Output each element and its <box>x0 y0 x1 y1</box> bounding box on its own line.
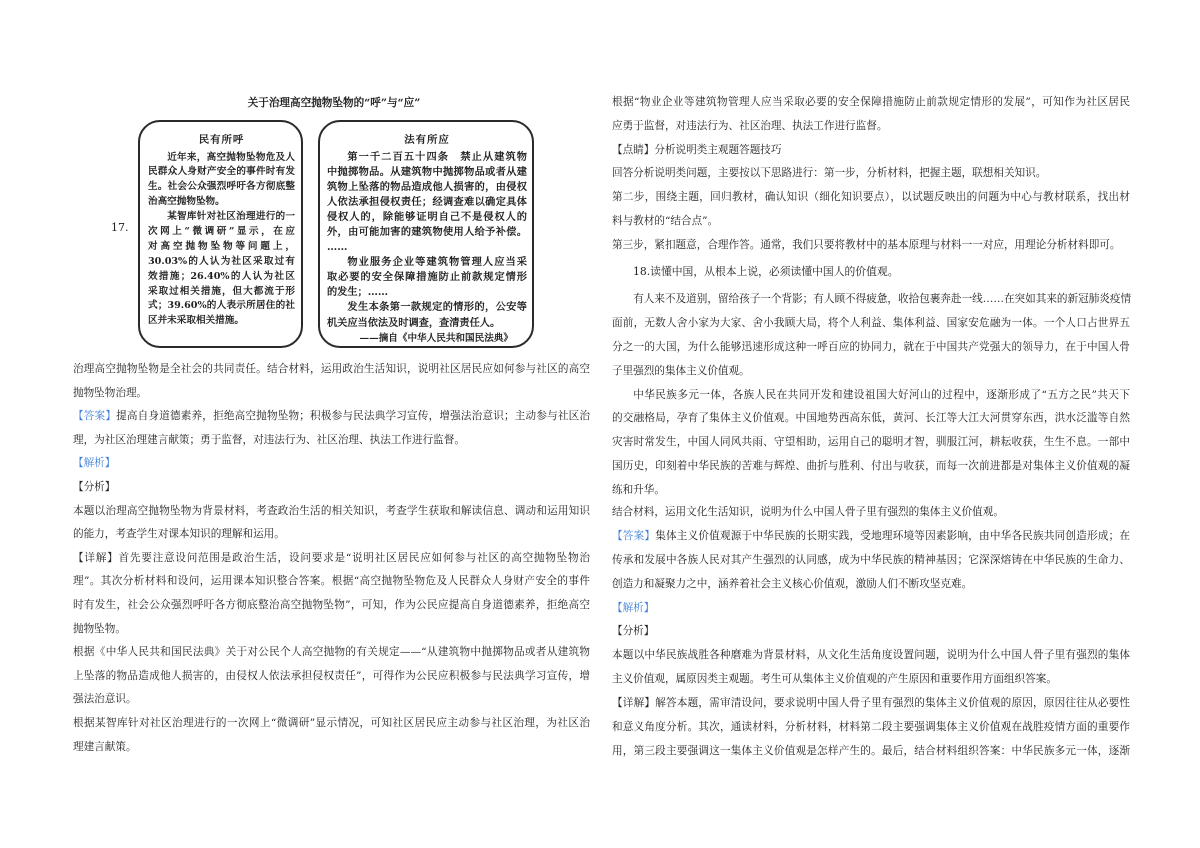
question-18-prompt: 18.读懂中国，从根本上说，必须读懂中国人的价值观。 <box>633 265 899 278</box>
line-text: 第三步，紧扣题意，合理作答。通常，我们只要将教材中的基本原理与材料一一对应，用理论分析材料即可。 <box>612 238 1121 251</box>
text-line <box>612 431 1130 455</box>
line-text: 分之一的大国，为什么能够迅速形成这种一呼百应的协同力，就在于中国共产党强大的领导力，在于中国人骨 <box>612 340 1130 353</box>
box-source: ——摘自《中华人民共和国民法典》 <box>359 332 513 344</box>
text-line <box>327 316 527 331</box>
section-label: 【分析】 <box>612 625 655 638</box>
text-line <box>148 240 295 255</box>
line-text: 和意义角度分析。其次，通读材料，分析材料，材料第二段主要强调集体主义价值观在战胜疫情方面的重要作 <box>612 721 1130 734</box>
text-line <box>612 186 1130 210</box>
text-line <box>73 547 590 571</box>
text-line <box>612 479 1130 503</box>
text-line <box>73 358 590 382</box>
paragraph <box>612 644 1130 692</box>
text-line <box>148 299 295 314</box>
text-line <box>73 665 590 689</box>
text-line <box>73 405 590 429</box>
line-text: 机关应当依法及时调查，查清责任人。 <box>327 316 501 329</box>
text-line <box>612 597 1130 621</box>
line-text: …… <box>327 241 348 254</box>
line-text: 第二步，围绕主题，回归教材，确认知识（细化知识要点），以试题反映出的问题为中心与教材联系，找出材 <box>612 191 1130 204</box>
paragraph <box>327 255 527 300</box>
line-text: 区并未采取相关措施。 <box>148 315 244 327</box>
text-line <box>612 91 1130 115</box>
line-text: 时有发生，社会公众强烈呼吁各方彻底整治高空抛物坠物”，可知，作为公民应提高自身道德素养，拒绝高空 <box>73 598 590 611</box>
text-line <box>327 240 527 255</box>
line-text: 分析说明类主观题答题技巧 <box>654 143 782 156</box>
text-line <box>327 180 527 195</box>
question-number: 17. <box>111 221 129 234</box>
text-line <box>612 692 1130 716</box>
paragraph <box>73 500 590 547</box>
line-text: 本题以治理高空抛物坠物为背景材料，考查政治生活的相关知识，考查学生获取和解读信息、调动和运用知识 <box>73 504 590 517</box>
line-text: 根据某智库针对社区治理进行的一次网上“微调研”显示情况，可知社区居民应主动参与社区治理，为社区治 <box>73 716 590 729</box>
line-text: 国历史，印刻着中华民族的苦难与辉煌、曲折与胜利、付出与收获，而每一次前进都是对集体主义价值观的凝 <box>612 460 1130 473</box>
section-label: 【详解】 <box>612 697 656 710</box>
section-label: 【答案】 <box>73 410 117 423</box>
line-text: 式；39.60%的人表示所居住的社 <box>148 300 295 312</box>
paragraph <box>148 210 295 329</box>
text-line <box>327 285 527 300</box>
text-line <box>73 618 590 642</box>
box-heading: 民有所呼 <box>198 133 245 146</box>
section-label: 【答案】 <box>612 529 656 542</box>
text-line <box>612 740 1130 764</box>
text-line <box>148 210 295 225</box>
line-text: 取必要的安全保障措施防止前款规定情形 <box>327 271 527 284</box>
line-text: 上坠落的物品造成他人损害的，由侵权人依法承担侵权责任”，可得作为公民应积极参与民法典学习宣传，增 <box>73 669 590 682</box>
right-column-text-top <box>612 91 1130 258</box>
line-text: 子里强烈的集体主义价值观。 <box>612 364 750 377</box>
text-line <box>148 255 295 270</box>
paragraph <box>612 288 1130 384</box>
line-text: 练和升华。 <box>612 484 665 497</box>
paragraph <box>73 358 590 405</box>
line-text: 人依法承担侵权责任；经调查难以确定具体 <box>327 195 527 208</box>
text-line <box>612 407 1130 431</box>
paragraph <box>612 692 1130 764</box>
line-text: 有人来不及道别，留给孩子一个背影；有人顾不得疲惫，收拾包裹奔赴一线……在突如其来的新冠肺炎疫情 <box>633 293 1132 305</box>
text-line <box>612 525 1130 549</box>
line-text: 创造力和凝聚力之中，涵养着社会主义核心价值观，激励人们不断攻坚克难。 <box>612 577 973 590</box>
line-text: 理建言献策。 <box>73 740 137 753</box>
text-line <box>73 570 590 594</box>
line-text: 的交融格局，孕育了集体主义价值观。中国地势西高东低，黄河、长江等大江大河贯穿东西，洪水泛滥等自然 <box>612 412 1130 425</box>
line-text: 集体主义价值观源于中华民族的长期实践，受地理环境等因素影响，由中华各民族共同创造形成；在 <box>655 529 1130 542</box>
text-line <box>612 139 1130 163</box>
section-label: 【点睛】 <box>612 143 655 156</box>
text-line <box>612 336 1130 360</box>
text-line <box>327 150 527 165</box>
line-text: 筑物上坠落的物品造成他人损害的，由侵权 <box>327 180 527 193</box>
paragraph <box>612 162 1130 186</box>
line-text: 应勇于监督，对违法行为、社区治理、执法工作进行监督。 <box>612 119 888 132</box>
box-heading: 法有所应 <box>404 133 450 146</box>
paragraph <box>612 139 1130 163</box>
text-line <box>148 151 295 166</box>
text-line <box>612 455 1130 479</box>
line-text: 第一千二百五十四条 禁止从建筑物 <box>347 150 527 163</box>
text-line <box>148 165 295 180</box>
line-text: 结合材料，运用文化生活知识，说明为什么中国人骨子里有强烈的集体主义价值观。 <box>612 506 1004 518</box>
text-line <box>612 360 1130 384</box>
line-text: 回答分析说明类问题，主要按以下思路进行：第一步，分析材料，把握主题，联想相关知识。 <box>612 167 1047 180</box>
line-text: 解答本题，需审清设问，要求说明中国人骨子里有强烈的集体主义价值观的原因，原因往往从必要性 <box>655 697 1130 710</box>
text-line <box>148 270 295 285</box>
line-text: 治理高空抛物坠物是全社会的共同责任。结合材料，运用政治生活知识，说明社区居民应如何参与社区的高空 <box>73 363 590 375</box>
text-line <box>148 225 295 240</box>
paragraph <box>612 501 1130 525</box>
text-line <box>73 452 590 476</box>
figure-title: 关于治理高空抛物坠物的“呼”与“应” <box>247 97 421 109</box>
text-line <box>327 165 527 180</box>
paragraph <box>73 476 590 500</box>
text-line <box>73 523 590 547</box>
line-text: 面前，无数人舍小家为大家、舍小我顾大局，将个人利益、集体利益、国家安危融为一体。一个人口占世界五 <box>612 316 1130 329</box>
line-text: 抛物坠物治理。 <box>73 386 148 399</box>
text-line <box>612 384 1130 408</box>
text-line <box>612 501 1130 525</box>
section-label: 【解析】 <box>612 601 655 614</box>
section-label: 【分析】 <box>73 480 116 493</box>
line-text: 根据《中华人民共和国民法典》关于对公民个人高空抛物的有关规定——“从建筑物中抛掷物品或者从建筑物 <box>73 646 590 659</box>
line-text: 中抛掷物品。从建筑物中抛掷物品或者从建 <box>327 165 527 178</box>
right-column-text-bottom <box>612 501 1130 764</box>
paragraph <box>327 150 527 256</box>
text-line <box>327 300 527 315</box>
text-line <box>148 285 295 300</box>
line-text: 外，由可能加害的建筑物使用人给予补偿。 <box>327 225 527 238</box>
text-line <box>612 668 1130 692</box>
line-text: 对高空抛物坠物等问题上， <box>148 240 295 252</box>
text-line <box>73 641 590 665</box>
text-line <box>73 382 590 406</box>
line-text: 灾害时常发生，中国人同风共雨、守望相助，运用自己的聪明才智，驯服江河，耕耘收获，生生不息。一部中 <box>612 436 1130 449</box>
line-text: 传承和发展中各族人民对其产生强烈的认同感，成为中华民族的精神基因；它深深熔铸在中华民族的生命力、 <box>612 553 1130 566</box>
paragraph <box>73 712 590 759</box>
line-text: 料与教材的“结合点”。 <box>612 214 719 227</box>
section-label: 【详解】 <box>73 551 119 564</box>
paragraph <box>73 405 590 452</box>
text-line <box>148 195 295 210</box>
line-text: 主义价值观，属原因类主观题。考生可从集体主义价值观的产生原因和重要作用方面组织答案。 <box>612 673 1057 686</box>
line-text: 民群众人身财产安全的事件时有发 <box>148 166 295 178</box>
paragraph <box>73 641 590 712</box>
text-line <box>612 162 1130 186</box>
line-text: 物业服务企业等建筑物管理人应当采 <box>347 256 527 269</box>
line-text: 中华民族多元一体，各族人民在共同开发和建设祖国大好河山的过程中，逐渐形成了“五方之民”共天下 <box>633 388 1130 401</box>
text-line <box>612 234 1130 258</box>
box-body <box>148 151 295 330</box>
text-line <box>73 712 590 736</box>
paragraph <box>73 547 590 641</box>
line-text: 理”。其次分析材料和设问，运用课本知识整合答案。根据“高空抛物坠物危及人民群众人身财产安全的事件 <box>73 575 590 588</box>
text-line <box>73 594 590 618</box>
line-text: 治高空抛物坠物。 <box>148 196 225 208</box>
line-text: 根据“物业企业等建筑物管理人应当采取必要的安全保障措施防止前款规定情形的发展”，可知作为社区居民 <box>612 96 1130 108</box>
line-text: 首先要注意设问范围是政治生活，设问要求是“说明社区居民应如何参与社区的高空抛物坠物治 <box>118 551 591 564</box>
line-text: 的能力，考查学生对课本知识的理解和运用。 <box>73 528 285 541</box>
text-line <box>73 736 590 760</box>
text-line <box>73 500 590 524</box>
line-text: 次网上“微调研”显示，在应 <box>148 225 295 237</box>
question-18-material <box>612 288 1130 503</box>
text-line <box>327 270 527 285</box>
line-text: 采取过相关措施，但大都流于形 <box>148 285 295 297</box>
box-body <box>327 150 527 331</box>
line-text: 生。社会公众强烈呼吁各方彻底整 <box>148 181 295 193</box>
text-line <box>612 620 1130 644</box>
line-text: 提高自身道德素养，拒绝高空抛物坠物；积极参与民法典学习宣传，增强法治意识；主动参与社区治 <box>116 410 591 423</box>
line-text: 本题以中华民族战胜各种磨难为背景材料，从文化生活角度设置问题，说明为什么中国人骨子里有强烈的集体 <box>612 649 1130 662</box>
line-text: 侵权人的，除能够证明自己不是侵权人的 <box>327 210 527 223</box>
public-voice-box <box>138 120 303 348</box>
line-text: 某智库针对社区治理进行的一 <box>167 211 295 223</box>
text-line <box>612 644 1130 668</box>
text-line <box>612 288 1130 312</box>
text-line <box>148 180 295 195</box>
text-line <box>327 195 527 210</box>
paragraph <box>73 452 590 476</box>
paragraph <box>612 186 1130 234</box>
paragraph <box>612 234 1130 258</box>
paragraph <box>612 597 1130 621</box>
paragraph <box>612 525 1130 597</box>
line-text: 理，为社区治理建言献策；勇于监督，对违法行为、社区治理、执法工作进行监督。 <box>73 433 465 446</box>
law-response-box <box>318 120 534 348</box>
text-line <box>612 210 1130 234</box>
paragraph <box>612 91 1130 139</box>
line-text: 强法治意识。 <box>73 693 137 706</box>
text-line <box>612 115 1130 139</box>
line-text: 近年来，高空抛物坠物危及人 <box>167 151 295 163</box>
text-line <box>612 716 1130 740</box>
text-line <box>148 314 295 329</box>
line-text: 的发生；…… <box>327 286 389 299</box>
paragraph <box>148 151 295 211</box>
paragraph <box>612 620 1130 644</box>
line-text: 30.03%的人认为社区采取过有 <box>148 255 295 267</box>
text-line <box>612 312 1130 336</box>
text-line <box>73 476 590 500</box>
line-text: 抛物坠物。 <box>73 622 126 635</box>
text-line <box>73 688 590 712</box>
text-line <box>327 210 527 225</box>
paragraph <box>612 384 1130 503</box>
section-label: 【解析】 <box>73 457 116 470</box>
text-line <box>612 549 1130 573</box>
line-text: 发生本条第一款规定的情形的，公安等 <box>347 301 527 314</box>
text-line <box>327 255 527 270</box>
paragraph <box>327 300 527 330</box>
line-text: 效措施；26.40%的人认为社区 <box>148 270 295 282</box>
text-line <box>612 573 1130 597</box>
left-column-text <box>73 358 590 759</box>
text-line <box>73 429 590 453</box>
line-text: 用，第三段主要强调这一集体主义价值观是怎样产生的。最后，结合材料组织答案：中华民族多元一体，逐渐 <box>612 744 1130 757</box>
text-line <box>327 225 527 240</box>
